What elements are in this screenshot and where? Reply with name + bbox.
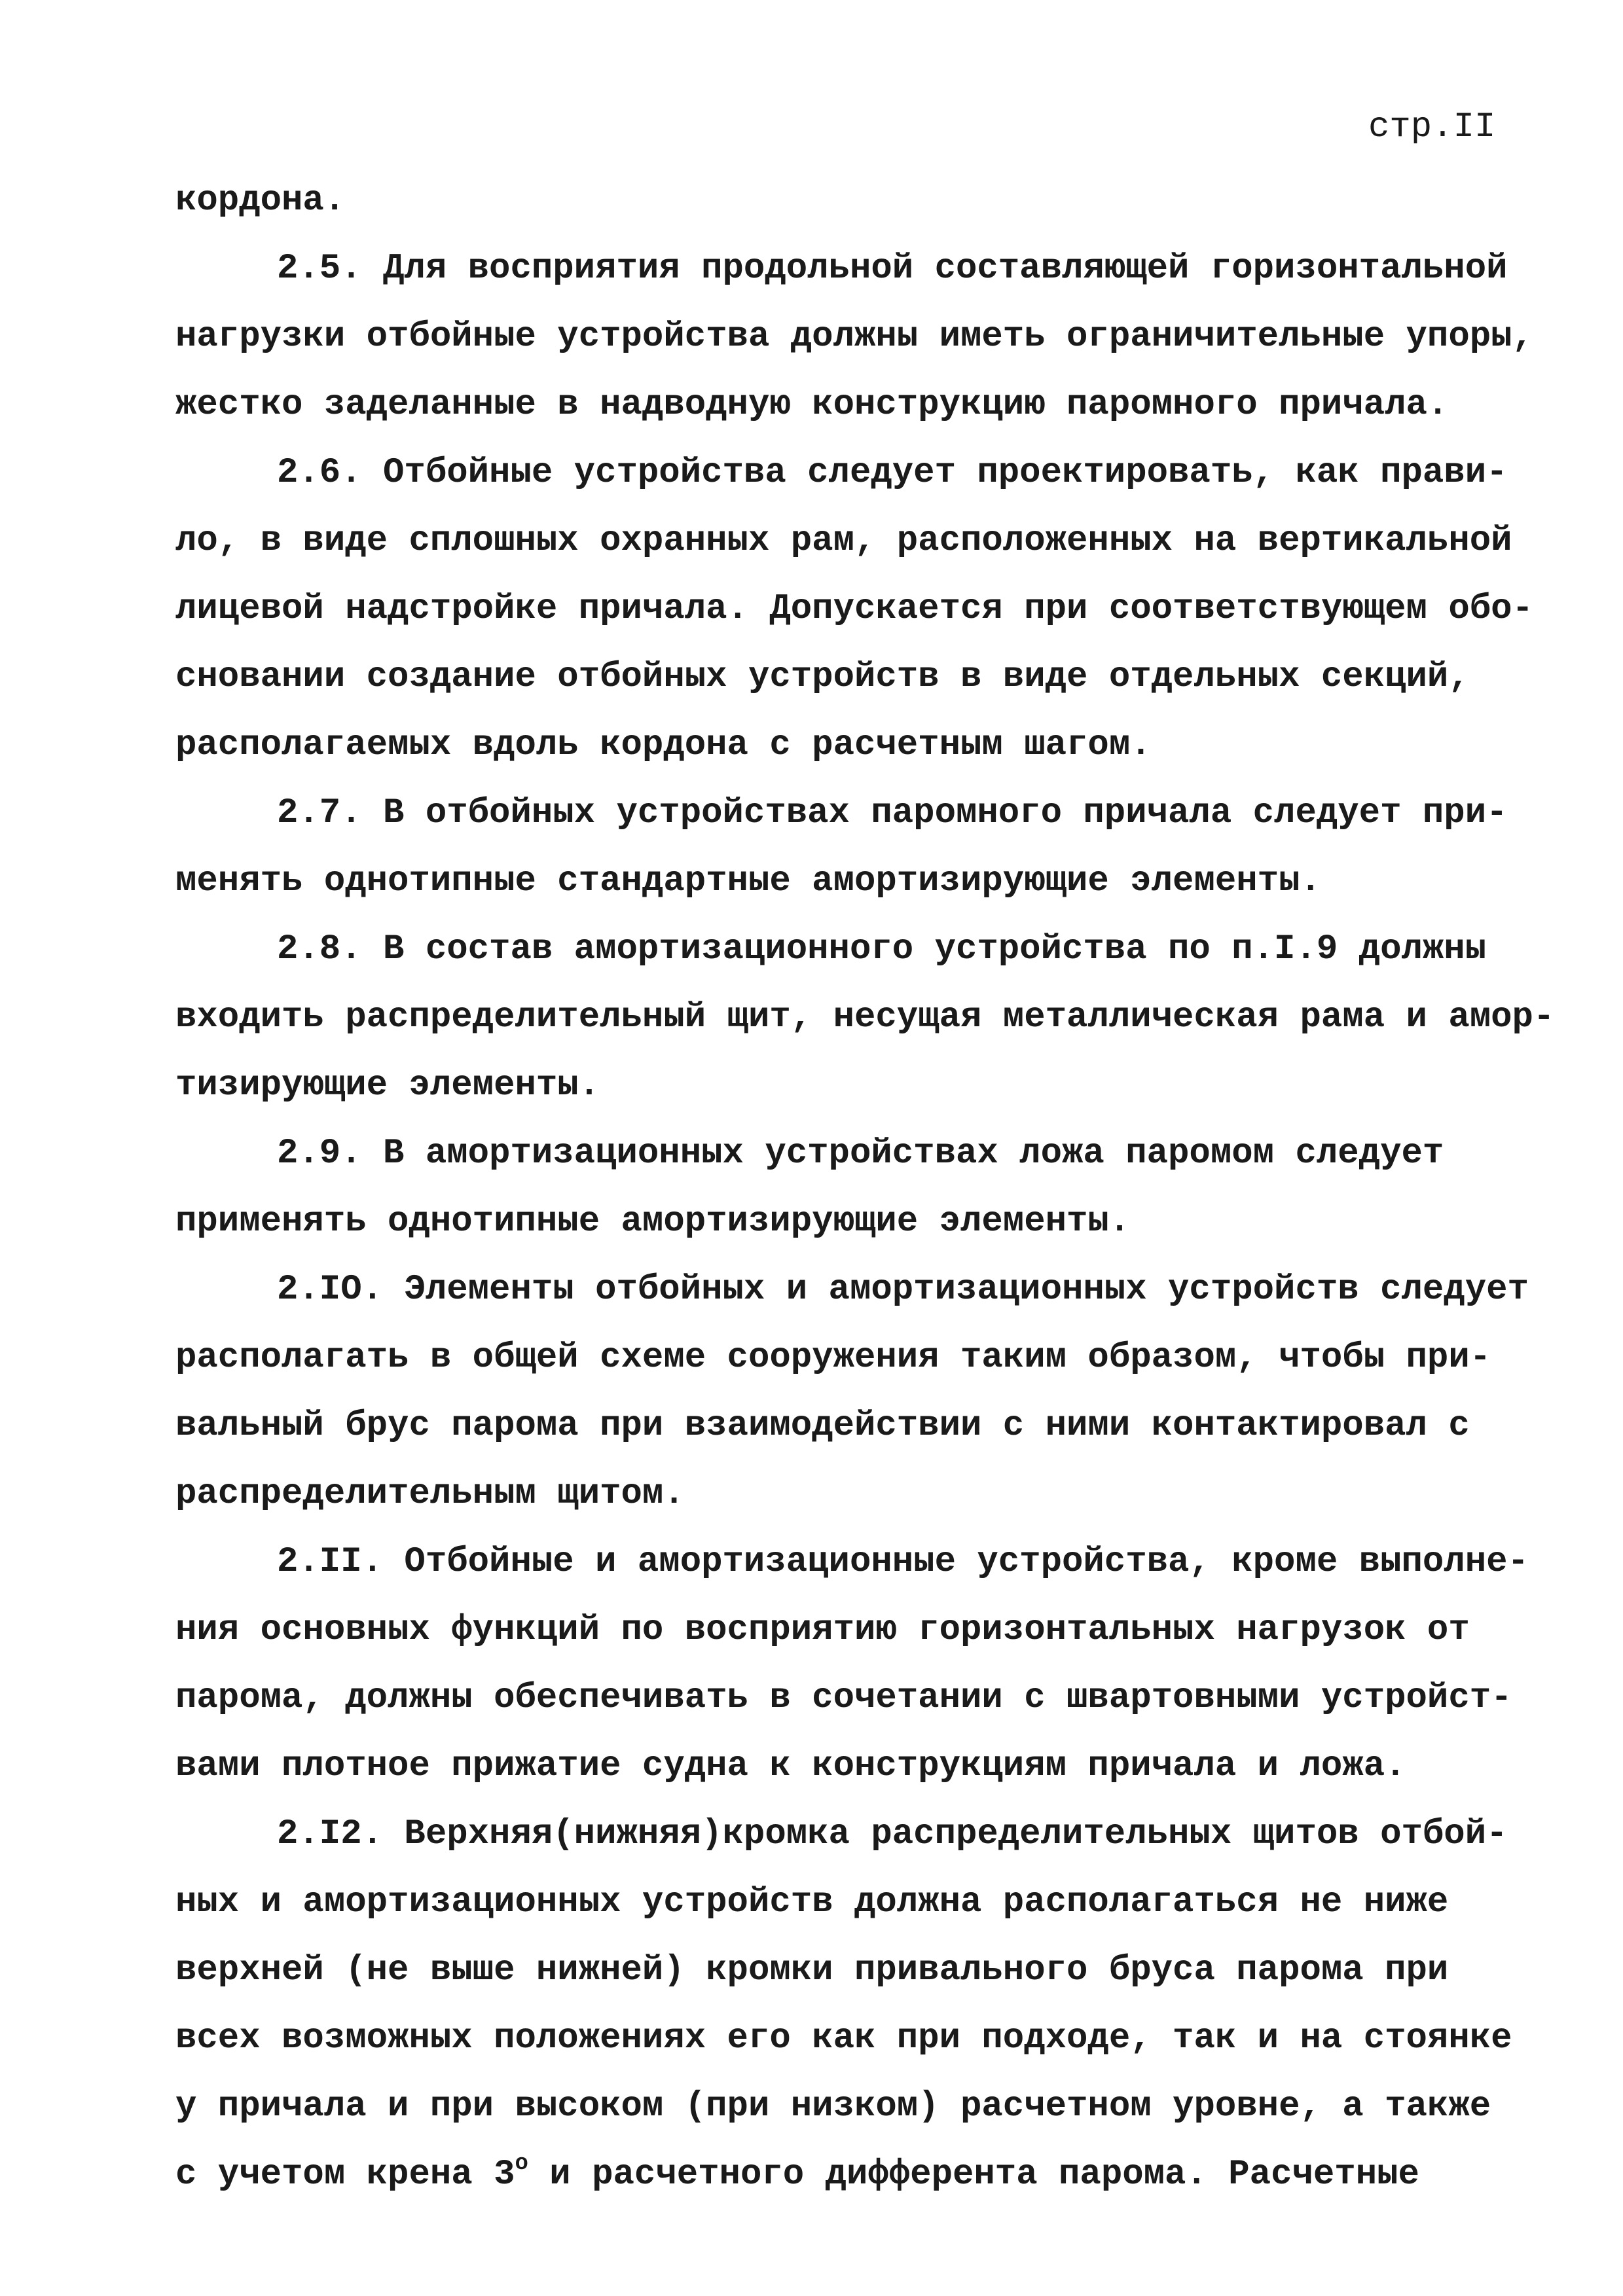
text-line: верхней (не выше нижней) кромки привального бруса парома при: [175, 1950, 1449, 1990]
degree-superscript: о: [515, 2151, 528, 2176]
text-line: применять однотипные амортизирующие элементы.: [175, 1202, 1131, 1242]
paragraph-2-8-start: 2.8. В состав амортизационного устройства по п.I.9 должны: [277, 929, 1487, 969]
paragraph-2-7-start: 2.7. В отбойных устройствах паромного причала следует при-: [277, 793, 1508, 833]
paragraph-2-6-start: 2.6. Отбойные устройства следует проектировать, как прави-: [277, 453, 1508, 493]
text-line: парома, должны обеспечивать в сочетании с швартовными устройст-: [175, 1678, 1512, 1718]
text-fragment: с учетом крена 3: [175, 2155, 515, 2195]
document-body: [175, 167, 1555, 2209]
text-line: сновании создание отбойных устройств в виде отдельных секций,: [175, 657, 1470, 697]
text-line: всех возможных положениях его как при подходе, так и на стоянке: [175, 2018, 1512, 2058]
page-number: стр.II: [1368, 107, 1496, 147]
text-line: ния основных функций по восприятию горизонтальных нагрузок от: [175, 1610, 1470, 1650]
text-line: ных и амортизационных устройств должна располагаться не ниже: [175, 1882, 1449, 1922]
text-line: менять однотипные стандартные амортизирующие элементы.: [175, 861, 1321, 901]
text-line: жестко заделанные в надводную конструкцию паромного причала.: [175, 385, 1449, 425]
text-line-with-superscript: [175, 2141, 1504, 2209]
text-line: входить распределительный щит, несущая металлическая рама и амор-: [175, 997, 1555, 1037]
paragraph-2-10-start: 2.IO. Элементы отбойных и амортизационных устройств следует: [277, 1270, 1529, 1310]
text-line: у причала и при высоком (при низком) расчетном уровне, а также: [175, 2087, 1491, 2126]
text-line: ло, в виде сплошных охранных рам, расположенных на вертикальной: [175, 521, 1512, 561]
text-line: тизирующие элементы.: [175, 1066, 600, 1105]
text-fragment: и расчетного дифферента парома. Расчетные: [528, 2155, 1419, 2195]
text-line: кордона.: [175, 181, 346, 221]
text-line: лицевой надстройке причала. Допускается при соответствующем обо-: [175, 589, 1533, 629]
text-line: располагаемых вдоль кордона с расчетным шагом.: [175, 725, 1152, 765]
text-line: вами плотное прижатие судна к конструкциям причала и ложа.: [175, 1746, 1406, 1786]
text-line: распределительным щитом.: [175, 1474, 685, 1514]
paragraph-2-5-start: 2.5. Для восприятия продольной составляющей горизонтальной: [277, 249, 1508, 289]
paragraph-2-11-start: 2.II. Отбойные и амортизационные устройства, кроме выполне-: [277, 1542, 1529, 1582]
text-line: нагрузки отбойные устройства должны иметь ограничительные упоры,: [175, 317, 1533, 357]
paragraph-2-9-start: 2.9. В амортизационных устройствах ложа паромом следует: [277, 1134, 1444, 1174]
paragraph-2-12-start: 2.I2. Верхняя(нижняя)кромка распределительных щитов отбой-: [277, 1814, 1508, 1854]
text-line: вальный брус парома при взаимодействии с ними контактировал с: [175, 1406, 1470, 1446]
text-line: располагать в общей схеме сооружения таким образом, чтобы при-: [175, 1338, 1491, 1378]
